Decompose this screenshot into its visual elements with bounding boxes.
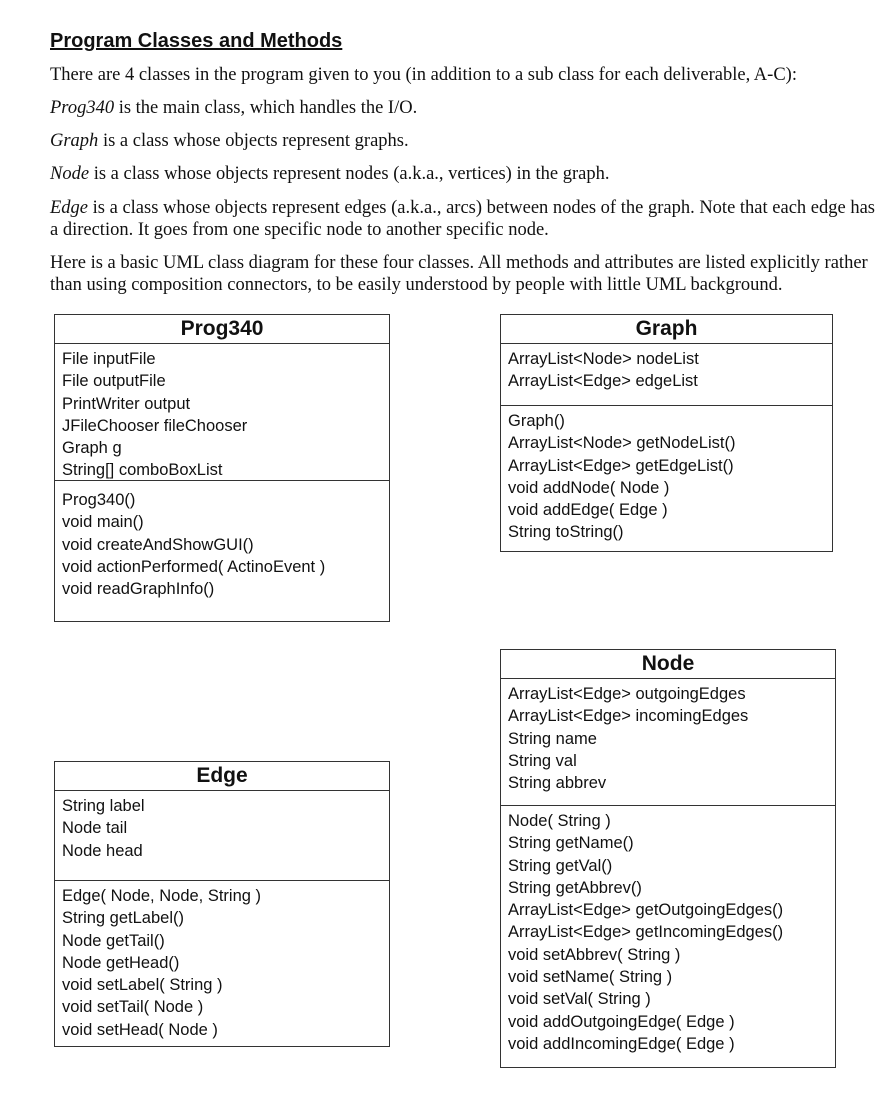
class-desc: is the main class, which handles the I/O.	[114, 98, 418, 118]
uml-attributes	[501, 344, 832, 406]
uml-methods	[55, 881, 389, 1046]
uml-member: String[] comboBoxList	[62, 461, 223, 480]
uml-member: String getVal()	[508, 856, 613, 875]
uml-member: ArrayList<Edge> getEdgeList()	[508, 456, 734, 475]
uml-member: Graph g	[62, 439, 122, 458]
uml-attributes	[55, 344, 389, 481]
uml-member: ArrayList<Edge> edgeList	[508, 372, 698, 391]
uml-class-title: Prog340	[55, 315, 389, 344]
class-desc: is a class whose objects represent nodes (a.k.a., vertices) in the graph.	[89, 164, 610, 184]
desc-prog340	[50, 97, 880, 119]
uml-intro-paragraph: Here is a basic UML class diagram for these four classes. All methods and attributes are listed explicitly rather than using composition connectors, to be easily understood by people with little UML background.	[50, 253, 868, 295]
class-name: Edge	[50, 198, 89, 218]
uml-member: Edge( Node, Node, String )	[62, 887, 262, 905]
uml-member: Node getTail()	[62, 931, 165, 950]
uml-member: String toString()	[508, 523, 624, 542]
uml-member: File inputFile	[62, 350, 156, 368]
uml-member: void readGraphInfo()	[62, 580, 215, 599]
uml-member: String name	[508, 729, 597, 748]
uml-class-title: Node	[501, 650, 835, 679]
uml-member: void setVal( String )	[508, 990, 651, 1009]
uml-member: ArrayList<Edge> getOutgoingEdges()	[508, 901, 784, 920]
uml-member: void addIncomingEdge( Edge )	[508, 1034, 735, 1053]
uml-methods	[501, 806, 835, 1060]
uml-member: ArrayList<Edge> outgoingEdges	[508, 685, 746, 703]
uml-member: void addNode( Node )	[508, 478, 670, 497]
uml-member: String getAbbrev()	[508, 878, 642, 897]
uml-methods	[501, 406, 832, 549]
uml-member: void setHead( Node )	[62, 1020, 218, 1039]
class-desc: is a class whose objects represent graphs.	[98, 131, 409, 151]
uml-member: ArrayList<Edge> getIncomingEdges()	[508, 923, 784, 942]
uml-member: Node getHead()	[62, 953, 180, 972]
uml-attributes	[501, 679, 835, 806]
uml-member: String abbrev	[508, 774, 607, 793]
uml-class-title: Edge	[55, 762, 389, 791]
uml-member: PrintWriter output	[62, 394, 191, 413]
uml-member: JFileChooser fileChooser	[62, 416, 248, 435]
page-heading: Program Classes and Methods	[50, 30, 343, 52]
uml-class-edge	[54, 761, 390, 1047]
uml-methods	[55, 481, 389, 605]
uml-member: Node( String )	[508, 812, 611, 830]
uml-member: Graph()	[508, 412, 565, 430]
uml-member: void main()	[62, 513, 144, 532]
intro-paragraph: There are 4 classes in the program given to you (in addition to a sub class for each deliverable, A-C):	[50, 65, 797, 85]
uml-member: void addOutgoingEdge( Edge )	[508, 1012, 735, 1031]
uml-member: ArrayList<Node> nodeList	[508, 350, 699, 368]
uml-member: void setTail( Node )	[62, 998, 204, 1017]
uml-member: String label	[62, 797, 145, 815]
desc-edge	[50, 197, 880, 241]
uml-class-node	[500, 649, 836, 1068]
class-desc: is a class whose objects represent edges (a.k.a., arcs) between nodes of the graph. Note that each edge has a direction. It goes from one specific node to another specific node.	[50, 198, 875, 240]
uml-member: void setAbbrev( String )	[508, 945, 681, 964]
class-name: Node	[50, 164, 90, 184]
uml-member: void actionPerformed( ActinoEvent )	[62, 557, 326, 576]
uml-member: void setLabel( String )	[62, 976, 223, 995]
class-name: Prog340	[50, 98, 115, 118]
uml-class-graph	[500, 314, 833, 552]
uml-member: String getName()	[508, 834, 634, 853]
uml-member: Node tail	[62, 819, 128, 838]
desc-node	[50, 163, 880, 185]
uml-member: void createAndShowGUI()	[62, 535, 254, 554]
uml-member: ArrayList<Edge> incomingEdges	[508, 707, 749, 726]
uml-member: Prog340()	[62, 491, 136, 509]
uml-member: File outputFile	[62, 372, 166, 391]
class-name: Graph	[50, 131, 99, 151]
uml-member: ArrayList<Node> getNodeList()	[508, 434, 736, 453]
uml-class-title: Graph	[501, 315, 832, 344]
uml-member: void setName( String )	[508, 968, 673, 987]
desc-graph	[50, 130, 880, 152]
uml-member: String getLabel()	[62, 909, 184, 928]
uml-member: void addEdge( Edge )	[508, 501, 668, 520]
uml-member: Node head	[62, 841, 143, 860]
uml-class-prog340	[54, 314, 390, 622]
uml-attributes	[55, 791, 389, 881]
uml-member: String val	[508, 751, 577, 770]
